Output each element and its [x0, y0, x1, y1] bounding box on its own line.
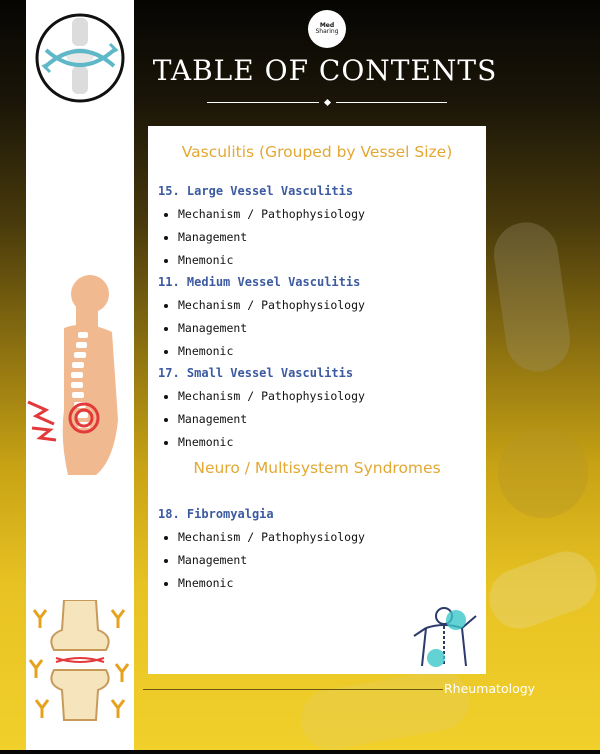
list-item: Management	[164, 412, 247, 426]
list-item: Management	[164, 321, 247, 335]
section-heading: Vasculitis (Grouped by Vessel Size)	[181, 143, 453, 161]
topic-number: 18.	[158, 507, 180, 521]
section-heading: Neuro / Multisystem Syndromes	[193, 459, 441, 477]
brand-logo	[308, 10, 346, 48]
list-item: Mechanism / Pathophysiology	[164, 298, 365, 312]
topic-heading	[158, 184, 353, 198]
logo-line-1: Med	[319, 22, 335, 29]
left-illustration-strip	[26, 0, 134, 750]
joint-rotation-icon	[32, 10, 128, 106]
list-item: Mnemonic	[164, 253, 233, 267]
list-item: Management	[164, 553, 247, 567]
list-item: Mnemonic	[164, 344, 233, 358]
list-item: Mechanism / Pathophysiology	[164, 389, 365, 403]
list-item: Management	[164, 230, 247, 244]
spine-pain-icon	[26, 270, 134, 480]
topic-heading	[158, 366, 353, 380]
pill-decoration	[296, 666, 474, 754]
pill-decoration	[481, 543, 600, 637]
topic-number: 11.	[158, 275, 180, 289]
list-item: Mechanism / Pathophysiology	[164, 207, 365, 221]
topic-heading	[158, 275, 360, 289]
title-divider-right	[336, 102, 447, 103]
pill-decoration	[498, 428, 588, 518]
topic-heading	[158, 507, 274, 521]
title-divider-left	[207, 102, 319, 103]
list-item: Mnemonic	[164, 435, 233, 449]
contents-card	[148, 126, 486, 674]
footer-divider	[143, 689, 443, 690]
logo-line-2: Sharing	[315, 28, 339, 35]
pill-decoration	[490, 218, 574, 375]
topic-number: 17.	[158, 366, 180, 380]
title-divider-diamond	[324, 99, 331, 106]
page-title: TABLE OF CONTENTS	[152, 54, 498, 87]
topic-name: Fibromyalgia	[186, 507, 274, 521]
topic-number: 15.	[158, 184, 180, 198]
footer-label: Rheumatology	[444, 681, 536, 696]
knee-joint-icon	[26, 600, 134, 730]
topic-name: Large Vessel Vasculitis	[186, 184, 354, 198]
list-item: Mnemonic	[164, 576, 233, 590]
topic-name: Small Vessel Vasculitis	[186, 366, 354, 380]
back-pain-icon	[406, 606, 486, 670]
list-item: Mechanism / Pathophysiology	[164, 530, 365, 544]
topic-name: Medium Vessel Vasculitis	[186, 275, 361, 289]
